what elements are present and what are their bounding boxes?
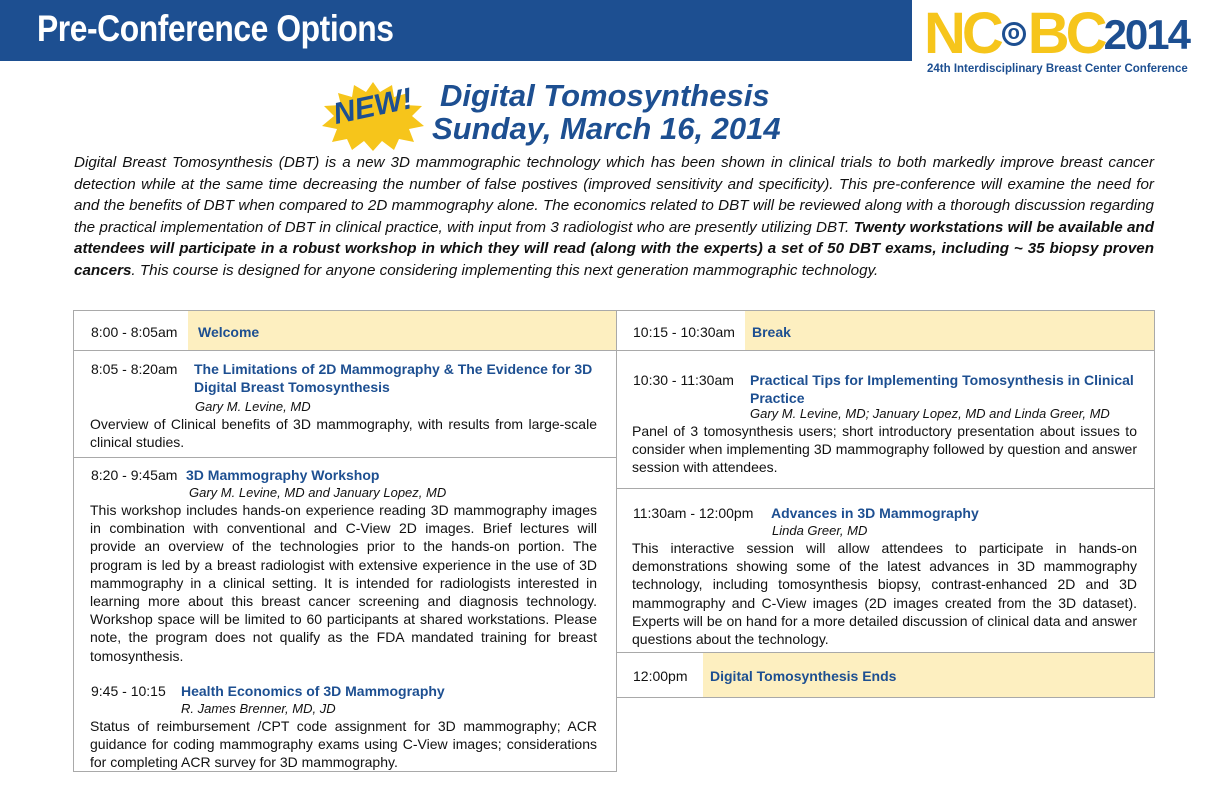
logo-o: o <box>1002 22 1026 46</box>
event-title: Digital Tomosynthesis <box>440 78 770 113</box>
session-title: 3D Mammography Workshop <box>186 467 380 483</box>
logo-subtitle: 24th Interdisciplinary Breast Center Conference <box>927 63 1188 75</box>
session-description: Status of reimbursement /CPT code assignment for 3D mammography; ACR guidance for coding mammography exams using C-View images; considerations for completing ACR survey for 3D mammography. <box>90 718 597 771</box>
session-time: 9:45 - 10:15 <box>91 683 166 699</box>
session-time: 12:00pm <box>633 668 688 684</box>
session-description: This workshop includes hands-on experience reading 3D mammography images in combination with conventional and C-View 2D images. Brief lectures will provide an overview of the technologies prior to the hands-on portion. The program is led by a breast radiologist with extensive experience in the use of 3D mammography in a clinical setting. It is intended for radiologists interested in learning more about this breast cancer screening and diagnosis technology. Workshop space will be limited to 60 participants at shared workstations. Please note, the program does not qualify as the FDA mandated training for breast tomosynthesis. <box>90 502 597 664</box>
schedule-item-health-economics <box>74 674 616 771</box>
session-title: Digital Tomosynthesis Ends <box>710 668 897 684</box>
session-speaker: Linda Greer, MD <box>772 523 868 538</box>
logo-year: 2014 <box>1103 11 1189 58</box>
schedule-item-advances <box>617 489 1154 653</box>
schedule-item-workshop <box>74 458 616 674</box>
intro-highlight: Twenty workstations will be available and attendees will participate in a robust workshop in which they will read (along with the experts) a set of 50 DBT exams, including ~ 35 biopsy proven cancers <box>74 218 1154 279</box>
session-time: 10:30 - 11:30am <box>633 372 734 388</box>
session-time: 11:30am - 12:00pm <box>633 505 754 521</box>
session-time: 8:00 - 8:05am <box>91 324 178 340</box>
session-title: Advances in 3D Mammography <box>771 505 979 521</box>
page-title: Pre-Conference Options <box>37 8 394 49</box>
schedule-left-column <box>73 310 617 772</box>
session-description: This interactive session will allow attendees to participate in hands-on demonstrations showing some of the latest advances in 3D mammography technology, including tomosynthesis biopsy, contrast-enhanced 2D and 3D mammography and C-View images (2D images created from the 3D dataset). Experts will be on hand for a more detailed discussion of clinical data and answer questions about the technology. <box>632 540 1137 648</box>
session-title: Break <box>752 324 791 340</box>
title-highlight <box>745 311 1154 350</box>
intro-paragraph: Digital Breast Tomosynthesis (DBT) is a new 3D mammographic technology which has been shown in clinical trials to both markedly improve breast cancer detection while at the same time decreasing the number of false postives (improved sensitivity and specificity). This pre-conference will examine the need for and the benefits of DBT when compared to 2D mammography alone. The economics related to DBT will be reviewed along with a thorough discussion regarding the practical implementation of DBT in clinical practice, with input from 3 radiologist who are presently utilizing DBT. Twenty workstations will be available and attendees will participate in a robust workshop in which they will read (along with the experts) a set of 50 DBT exams, including ~ 35 biopsy proven cancers. This course is designed for anyone considering implementing this next generation mammographic technology. <box>74 154 1154 279</box>
schedule-item-limitations <box>74 351 616 458</box>
session-title: Welcome <box>198 324 260 340</box>
session-title: Practical Tips for Implementing Tomosynthesis in Clinical Practice <box>750 372 1134 406</box>
session-speaker: Gary M. Levine, MD and January Lopez, MD <box>189 485 447 500</box>
session-speaker: Gary M. Levine, MD; January Lopez, MD and Linda Greer, MD <box>750 406 1110 421</box>
schedule-right-column <box>616 310 1155 698</box>
schedule-item-practical-tips <box>617 351 1154 489</box>
session-title: The Limitations of 2D Mammography & The Evidence for 3D Digital Breast Tomosynthesis <box>194 361 593 395</box>
session-time: 8:20 - 9:45am <box>91 467 178 483</box>
schedule-item-welcome <box>74 311 616 351</box>
session-title: Health Economics of 3D Mammography <box>181 683 445 699</box>
session-time: 8:05 - 8:20am <box>91 361 178 377</box>
session-description: Panel of 3 tomosynthesis users; short introductory presentation about issues to consider when implementing 3D mammography followed by question and answer session with attendees. <box>632 423 1137 476</box>
session-time: 10:15 - 10:30am <box>633 324 735 340</box>
schedule-item-break <box>617 311 1154 351</box>
session-speaker: Gary M. Levine, MD <box>195 399 311 414</box>
session-description: Overview of Clinical benefits of 3D mammography, with results from large-scale clinical studies. <box>90 416 597 451</box>
new-badge-label: NEW! <box>330 82 416 131</box>
conference-logo: NC o BC2014 <box>924 1 1189 66</box>
event-date: Sunday, March 16, 2014 <box>432 111 781 146</box>
schedule-item-ends <box>617 653 1154 697</box>
session-speaker: R. James Brenner, MD, JD <box>181 701 336 716</box>
